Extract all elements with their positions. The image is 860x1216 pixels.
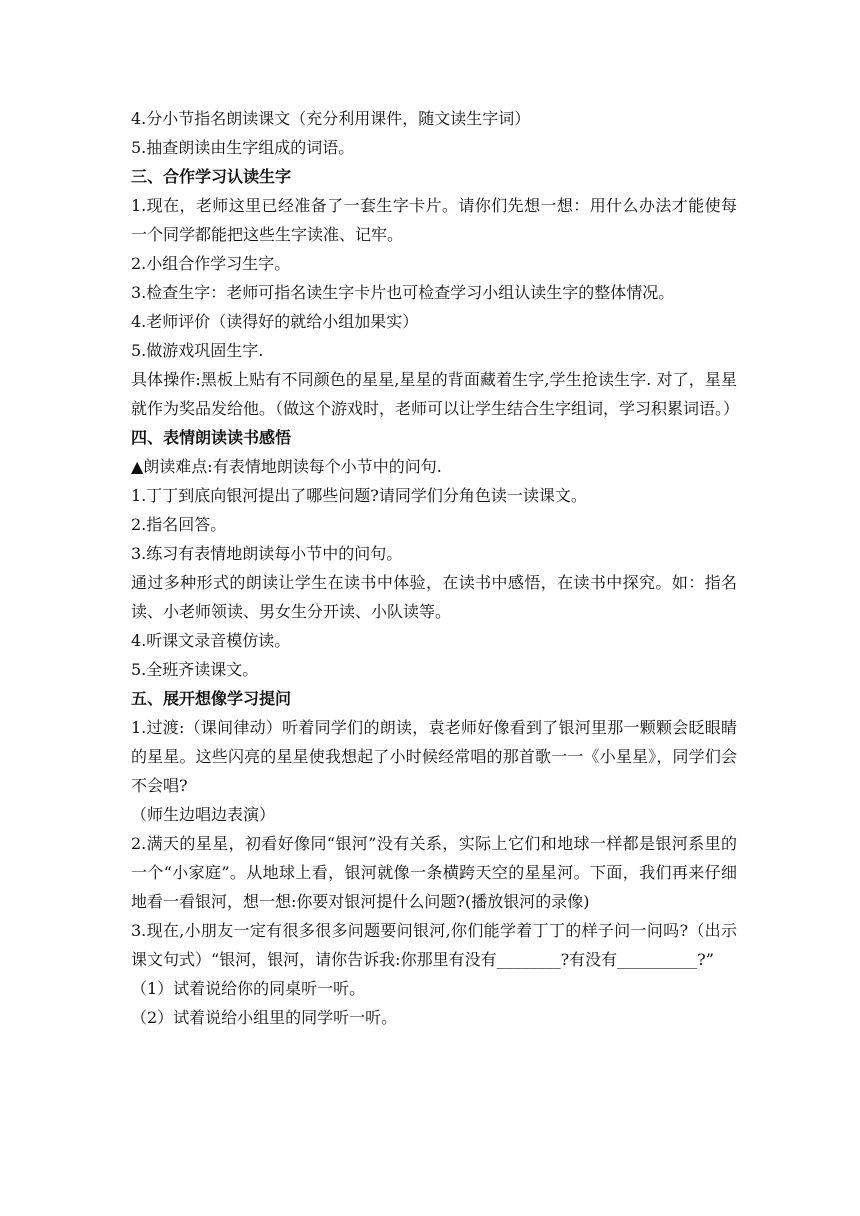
section-heading-4: 四、表情朗读读书感悟 — [131, 428, 292, 447]
section-heading-3: 三、合作学习认读生字 — [131, 167, 292, 186]
paragraph-sing-perform: （师生边唱边表演） — [131, 805, 276, 824]
paragraph-teacher-evaluation: 4.老师评价（读得好的就给小组加果实） — [131, 312, 419, 331]
paragraph-reading-forms: 通过多种形式的朗读让学生在读书中体验，在读书中感悟，在读书中探究。如：指名读、小老师领读、男女生分开读、小队读等。 — [131, 573, 737, 621]
step-5-check-words: 5.抽查朗读由生字组成的词语。 — [131, 138, 355, 157]
paragraph-galaxy: 2.满天的星星，初看好像同“银河”没有关系，实际上它们和地球一样都是银河系里的一个“小家庭”。从地球上看，银河就像一条横跨天空的星星河。下面，我们再来仔细地看一看银河，想一想:你要对银河提什么问题?(播放银河的录像) — [131, 834, 737, 911]
paragraph-group-study: 2.小组合作学习生字。 — [131, 254, 291, 273]
paragraph-game: 5.做游戏巩固生字. — [131, 341, 264, 360]
paragraph-tell-group: （2）试着说给小组里的同学听一听。 — [131, 1008, 398, 1027]
paragraph-class-reading: 5.全班齐读课文。 — [131, 660, 259, 679]
step-4-read-sections: 4.分小节指名朗读课文（充分利用课件，随文读生字词） — [131, 109, 531, 128]
section-heading-5: 五、展开想像学习提问 — [131, 689, 292, 708]
paragraph-reading-difficulty: ▲朗读难点:有表情地朗读每个小节中的问句. — [131, 457, 442, 476]
paragraph-transition: 1.过渡:（课间律动）听着同学们的朗读，袁老师好像看到了银河里那一颗颗会眨眼睛的星星。这些闪亮的星星使我想起了小时候经常唱的那首歌一一《小星星》，同学们会不会唱? — [131, 718, 737, 795]
paragraph-questions-role-read: 1.丁丁到底向银河提出了哪些问题?请同学们分角色读一读课文。 — [131, 486, 587, 505]
paragraph-check-characters: 3.检查生字：老师可指名读生字卡片也可检查学习小组认读生字的整体情况。 — [131, 283, 675, 302]
paragraph-question-pattern: 3.现在,小朋友一定有很多很多问题要问银河,你们能学着丁丁的样子问一问吗?（出示课文句式）“银河，银河，请你告诉我:你那里有没有________?有没有__________?” — [131, 921, 737, 969]
paragraph-answer: 2.指名回答。 — [131, 515, 227, 534]
paragraph-cards: 1.现在，老师这里已经准备了一套生字卡片。请你们先想一想：用什么办法才能使每一个同学都能把这些生字读准、记牢。 — [131, 196, 737, 244]
paragraph-game-details: 具体操作:黑板上贴有不同颜色的星星,星星的背面藏着生字,学生抢读生字. 对了，星星就作为奖品发给他。（做这个游戏时，老师可以让学生结合生字组词，学习积累词语。） — [131, 370, 740, 418]
document-body — [131, 104, 740, 1032]
paragraph-tell-deskmate: （1）试着说给你的同桌听一听。 — [131, 979, 366, 998]
paragraph-listen-recording: 4.听课文录音模仿读。 — [131, 631, 291, 650]
paragraph-practice-questions: 3.练习有表情地朗读每小节中的问句。 — [131, 544, 403, 563]
